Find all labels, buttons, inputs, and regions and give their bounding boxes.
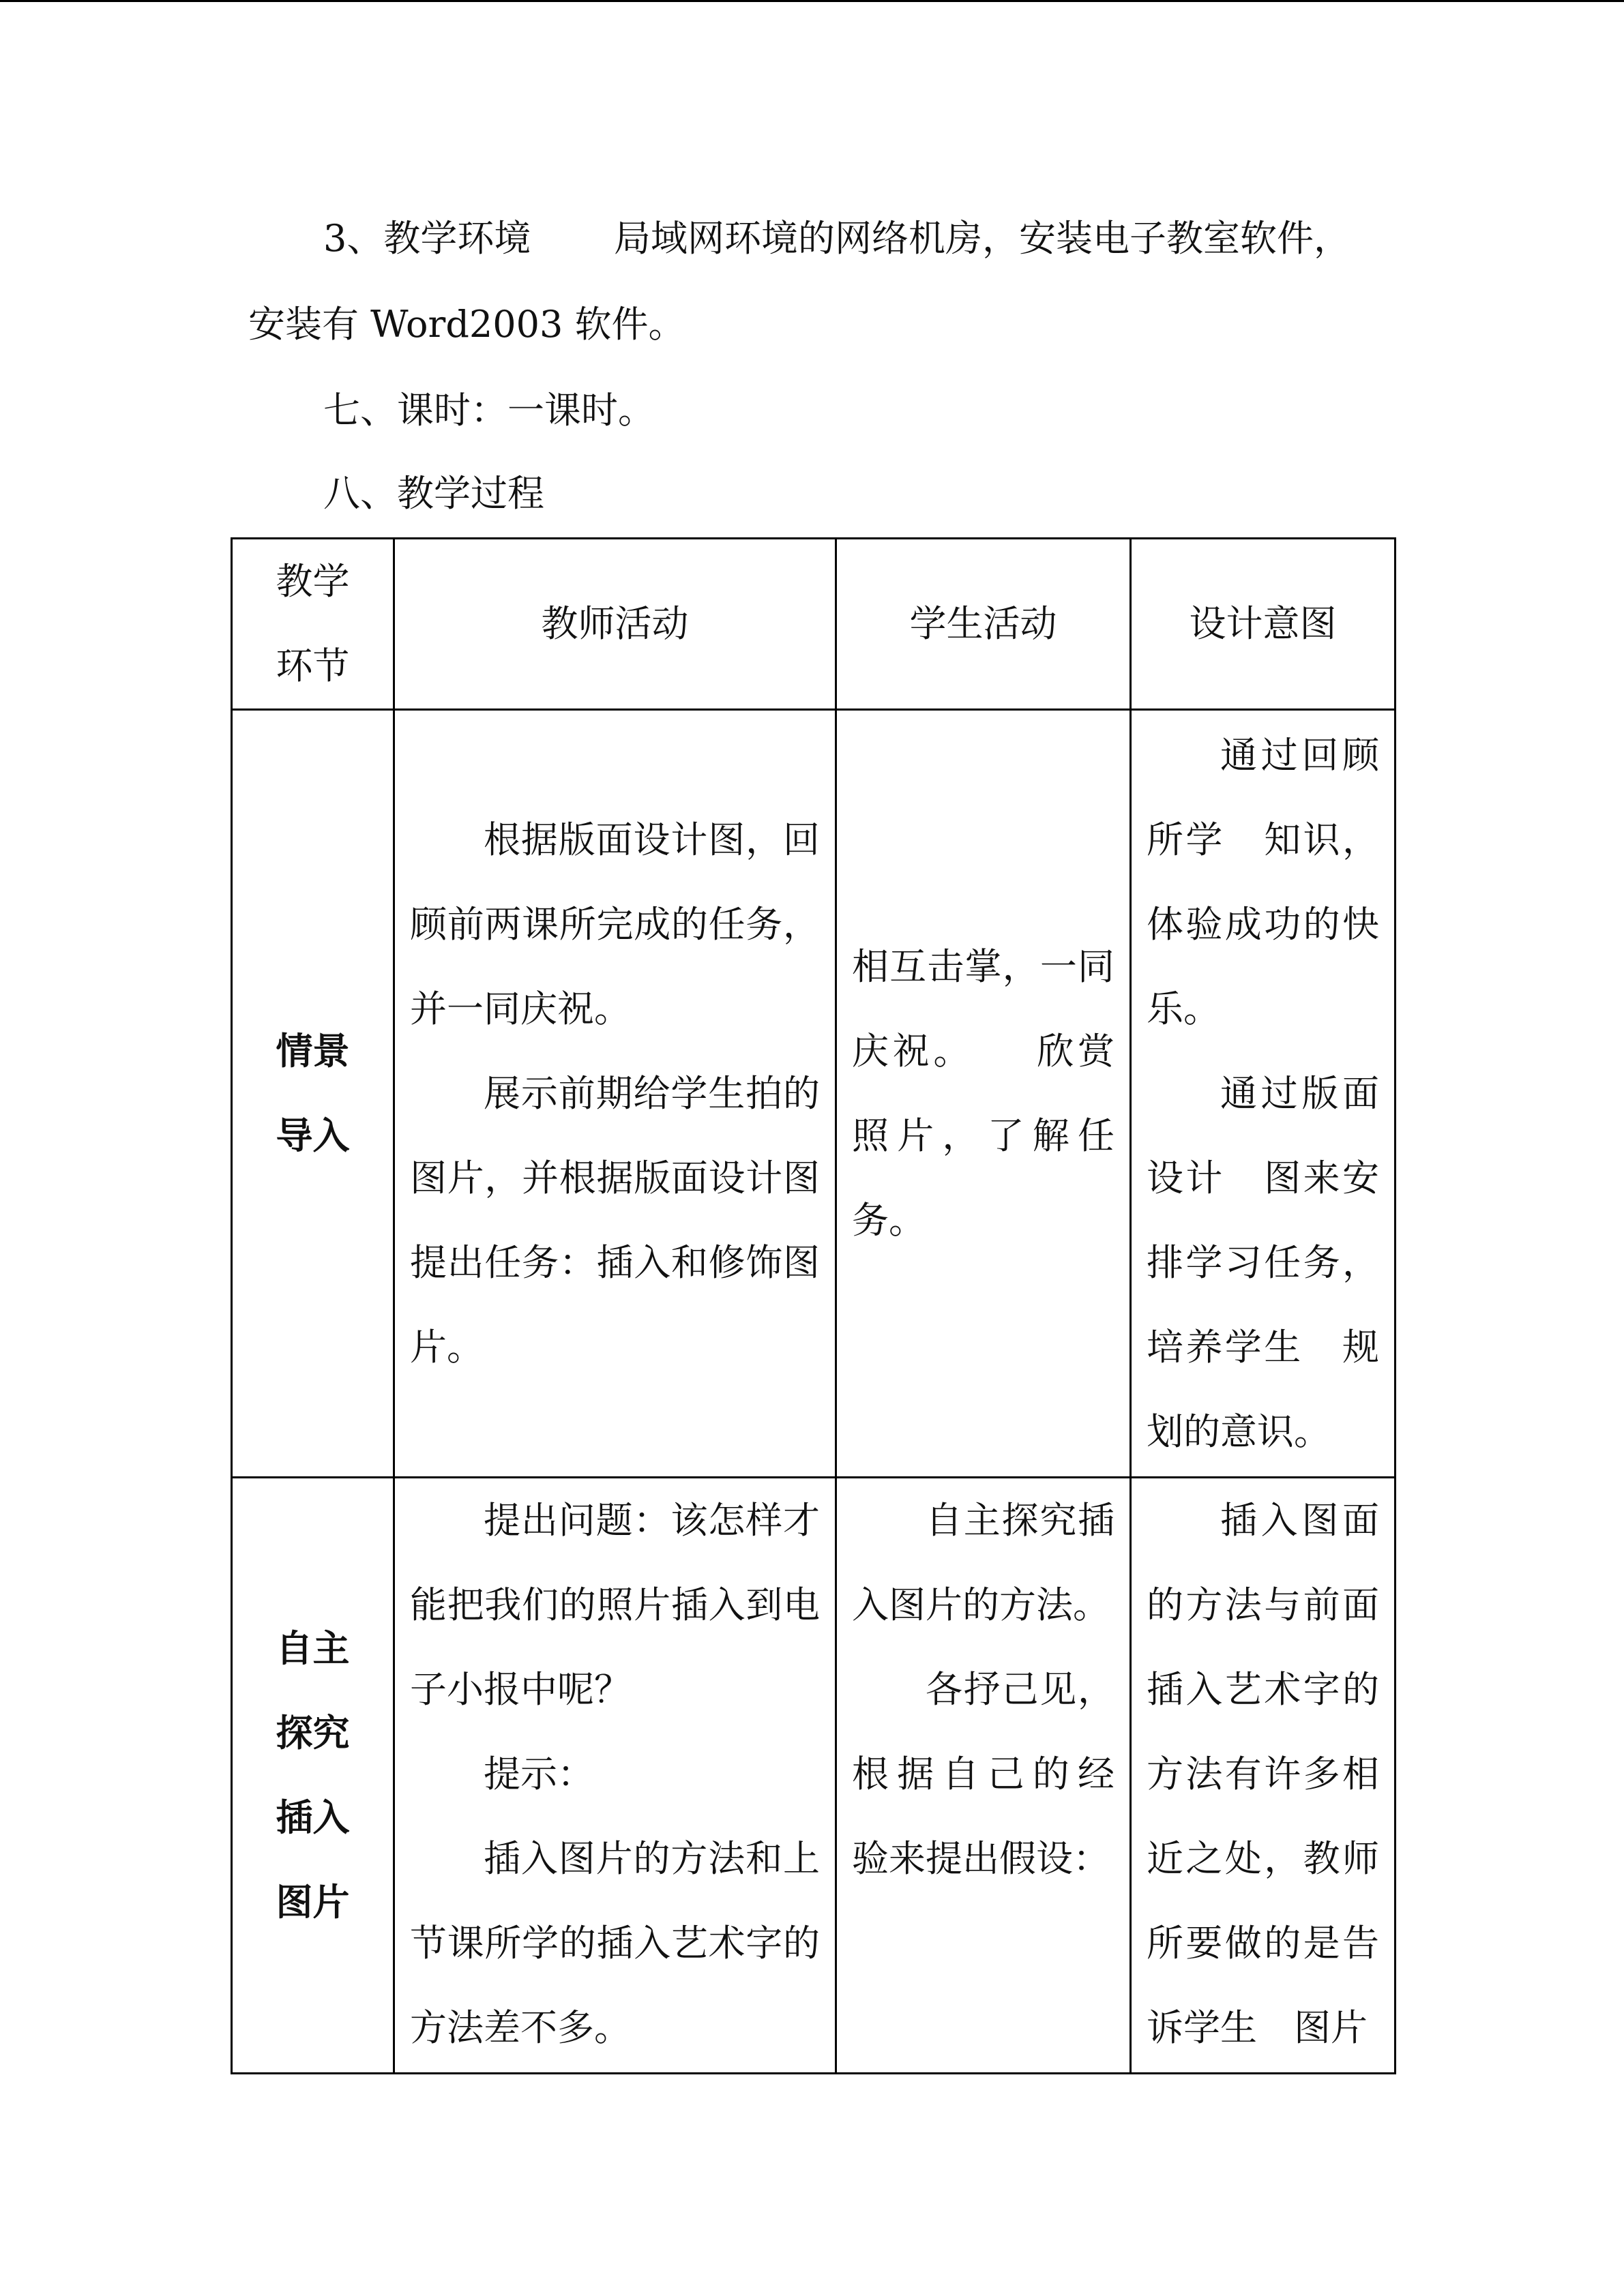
header-stage: 教学环节	[232, 539, 394, 710]
page-top-border	[0, 0, 1624, 2]
header-student-activity: 学生活动	[836, 539, 1131, 710]
teacher-activity-cell: 根据版面设计图，回顾前两课所完成的任务，并一同庆祝。 展示前期给学生拍的图片，并根据版面设计图提出任务：插入和修饰图片。	[394, 710, 836, 1478]
environment-label: 3、教学环境	[323, 217, 531, 260]
stage-cell: 情景导入	[232, 710, 394, 1478]
table-row	[232, 1478, 1396, 2074]
student-activity-cell: 自主探究插入图片的方法。 各抒己见，根据自己的经 验来提出假设：	[836, 1478, 1131, 2074]
header-teacher-activity: 教师活动	[394, 539, 836, 710]
stage-cell: 自主探究插入图片	[232, 1478, 394, 2074]
teaching-process-heading: 八、教学过程	[323, 472, 544, 515]
teaching-process-table	[231, 537, 1396, 2074]
environment-text-line1: 局域网环境的网络机房，安装电子教室软件，	[614, 217, 1350, 260]
design-intent-cell: 插入图面的方法与前面插入艺术字的方法有许多相近之处，教师所要做的是告诉学生 图片	[1131, 1478, 1396, 2074]
teacher-activity-cell: 提出问题：该怎样才能把我们的照片插入到电子小报中呢？ 提示： 插入图片的方法和上节课所学的插入艺术字的方法差不多。	[394, 1478, 836, 2074]
table-header-row	[232, 539, 1396, 710]
class-period: 七、课时：一课时。	[323, 389, 655, 432]
table-row	[232, 710, 1396, 1478]
student-activity-cell: 相互击掌，一同庆祝。 欣赏照片，了解任务。	[836, 710, 1131, 1478]
design-intent-cell: 通过回顾所学 知识，体验成功的快乐。 通过版面设计 图来安排学习任务，培养学生 规划的意识。	[1131, 710, 1396, 1478]
environment-text-line2: 安装有 Word2003 软件。	[248, 303, 685, 346]
header-design-intent: 设计意图	[1131, 539, 1396, 710]
